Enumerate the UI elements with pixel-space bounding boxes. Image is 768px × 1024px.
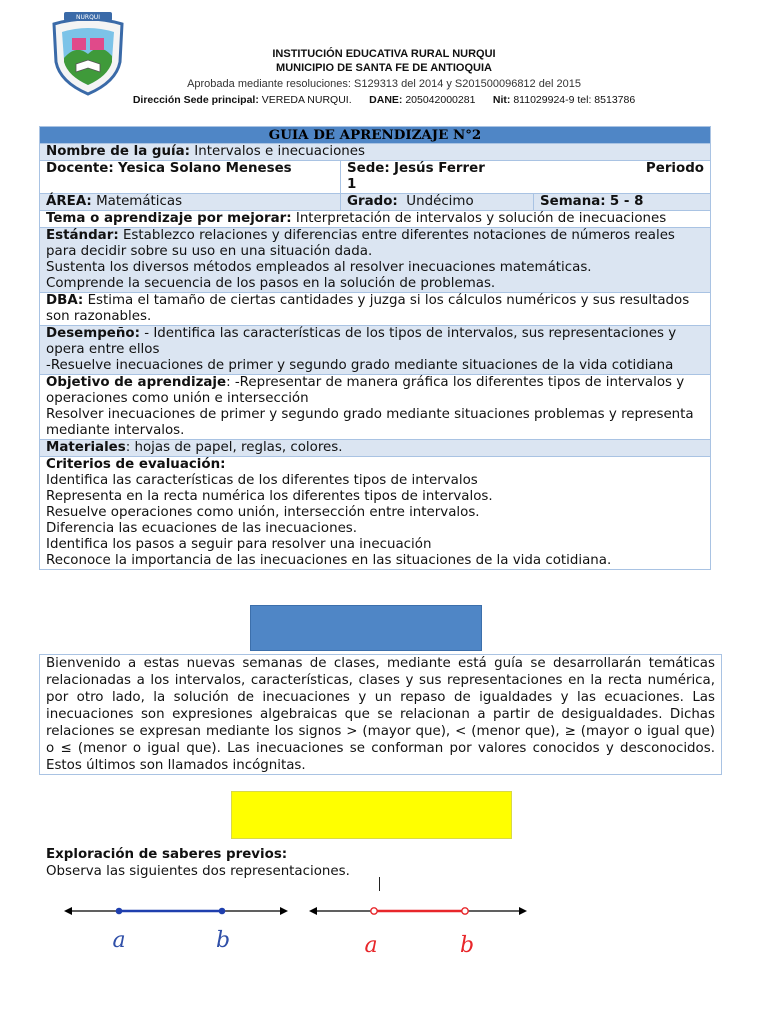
topic-label: Tema o aprendizaje por mejorar: xyxy=(46,211,292,226)
period-label: Periodo xyxy=(645,161,704,176)
guide-table xyxy=(39,126,711,570)
label-a: a xyxy=(364,933,378,958)
materials-value: : hojas de papel, reglas, colores. xyxy=(125,440,343,455)
standard-line-3: Comprende la secuencia de los pasos en la solución de problemas. xyxy=(46,276,496,291)
performance-line-2: -Resuelve inecuaciones de primer y segundo grado mediante situaciones de la vida cotidiana xyxy=(46,358,674,373)
section-banner-yellow xyxy=(231,791,512,839)
grade-label: Grado: xyxy=(347,194,398,209)
municipality-name: MUNICIPIO DE SANTA FE DE ANTIOQUIA xyxy=(276,62,492,74)
section-banner-blue xyxy=(250,605,482,651)
nit-value: 811029924-9 tel: 8513786 xyxy=(513,94,636,106)
intro-paragraph: Bienvenido a estas nuevas semanas de clases, mediante está guía se desarrollarán temáticas relacionadas a los intervalos, características, clases y sus representaciones en la recta numérica, por otro lado, la solución de inecuaciones y un repaso de igualdades y las ecuaciones. Las inecuaciones son expresiones algebraicas que se relacionan a partir de desigualdades. Dichas relaciones se expresan mediante los signos > (mayor que), < (menor que), ≥ (mayor o igual que) o ≤ (menor o igual que). Las inecuaciones se conforman por valores conocidos y desconocidos. Estos últimos son llamados incógnitas. xyxy=(39,654,722,775)
grade-cell xyxy=(341,194,534,211)
criteria-item: Resuelve operaciones como unión, intersección entre intervalos. xyxy=(46,505,480,520)
criteria-row xyxy=(40,457,711,570)
objective-label: Objetivo de aprendizaje xyxy=(46,375,227,390)
guide-title: GUIA DE APRENDIZAJE N°2 xyxy=(40,127,711,144)
institution-name: INSTITUCIÓN EDUCATIVA RURAL NURQUI xyxy=(272,48,496,60)
standard-value: Establezco relaciones y diferencias entre diferentes notaciones de números reales para decidir sobre su uso en una situación dada. xyxy=(46,228,675,259)
week-cell xyxy=(534,194,711,211)
right-arrow-icon xyxy=(280,907,288,915)
site-value: Jesús Ferrer xyxy=(394,161,485,176)
exploration-text: Observa las siguientes dos representaciones. xyxy=(46,864,350,879)
right-arrow-icon xyxy=(519,907,527,915)
logo-banner-text: NURQUI xyxy=(76,14,100,21)
exploration-title: Exploración de saberes previos: xyxy=(46,847,288,862)
left-arrow-icon xyxy=(309,907,317,915)
left-arrow-icon xyxy=(64,907,72,915)
performance-value: - Identifica las características de los tipos de intervalos, sus representaciones y opera entre ellos xyxy=(46,326,677,357)
area-cell xyxy=(40,194,341,211)
teacher-cell xyxy=(40,161,341,194)
dane-label: DANE: xyxy=(369,94,403,106)
area-label: ÁREA: xyxy=(46,194,92,209)
criteria-item: Identifica los pasos a seguir para resolver una inecuación xyxy=(46,537,432,552)
guide-name-value: Intervalos e inecuaciones xyxy=(194,144,365,159)
criteria-label: Criterios de evaluación: xyxy=(46,457,226,472)
number-line-closed xyxy=(60,898,292,958)
dba-row xyxy=(40,293,711,326)
teacher-value: Yesica Solano Meneses xyxy=(117,161,292,176)
direction-value: VEREDA NURQUI. xyxy=(261,94,352,106)
period-value: 1 xyxy=(347,177,357,192)
dane-value: 205042000281 xyxy=(405,94,476,106)
criteria-item: Reconoce la importancia de las inecuaciones en las situaciones de la vida cotidiana. xyxy=(46,553,612,568)
label-b: b xyxy=(215,928,231,953)
nit-label: Nit: xyxy=(492,94,511,106)
week-value: 5 - 8 xyxy=(609,194,644,209)
approval-text: Aprobada mediante resoluciones: S129313 del 2014 y S201500096812 del 2015 xyxy=(187,78,581,90)
closed-endpoint-b xyxy=(219,908,226,915)
closed-endpoint-a xyxy=(116,908,123,915)
dba-label: DBA: xyxy=(46,293,84,308)
objective-row xyxy=(40,375,711,440)
objective-line-2: Resolver inecuaciones de primer y segundo grado mediante situaciones problemas y representa mediante intervalos. xyxy=(46,407,694,438)
label-a: a xyxy=(112,928,126,953)
objective-value: : -Representar de manera gráfica los diferentes tipos de intervalos y operaciones como unión e intersección xyxy=(46,375,685,406)
dba-value: Estima el tamaño de ciertas cantidades y juzga si los cálculos numéricos y sus resultados son razonables. xyxy=(46,293,690,324)
criteria-item: Identifica las características de los diferentes tipos de intervalos xyxy=(46,473,478,488)
guide-name-label: Nombre de la guía: xyxy=(46,144,191,159)
teacher-label: Docente: xyxy=(46,161,114,176)
label-b: b xyxy=(459,933,475,958)
performance-row xyxy=(40,326,711,375)
text-cursor xyxy=(379,877,380,891)
site-label: Sede: xyxy=(347,161,390,176)
standard-line-2: Sustenta los diversos métodos empleados al resolver inecuaciones matemáticas. xyxy=(46,260,592,275)
criteria-item: Representa en la recta numérica los diferentes tipos de intervalos. xyxy=(46,489,493,504)
standard-row xyxy=(40,228,711,293)
number-line-open xyxy=(305,898,531,958)
materials-label: Materiales xyxy=(46,440,126,455)
open-endpoint-b xyxy=(462,908,468,914)
open-endpoint-a xyxy=(371,908,377,914)
standard-label: Estándar: xyxy=(46,228,119,243)
site-cell xyxy=(341,161,711,194)
area-value: Matemáticas xyxy=(96,194,183,209)
address-line xyxy=(0,94,768,106)
materials-row xyxy=(40,440,711,457)
week-label: Semana: xyxy=(540,194,606,209)
performance-label: Desempeño: xyxy=(46,326,140,341)
topic-row xyxy=(40,211,711,228)
grade-value: Undécimo xyxy=(406,194,474,209)
direction-label: Dirección Sede principal: xyxy=(132,94,259,106)
criteria-item: Diferencia las ecuaciones de las inecuaciones. xyxy=(46,521,358,536)
guide-name-row xyxy=(40,144,711,161)
topic-value: Interpretación de intervalos y solución de inecuaciones xyxy=(295,211,667,226)
